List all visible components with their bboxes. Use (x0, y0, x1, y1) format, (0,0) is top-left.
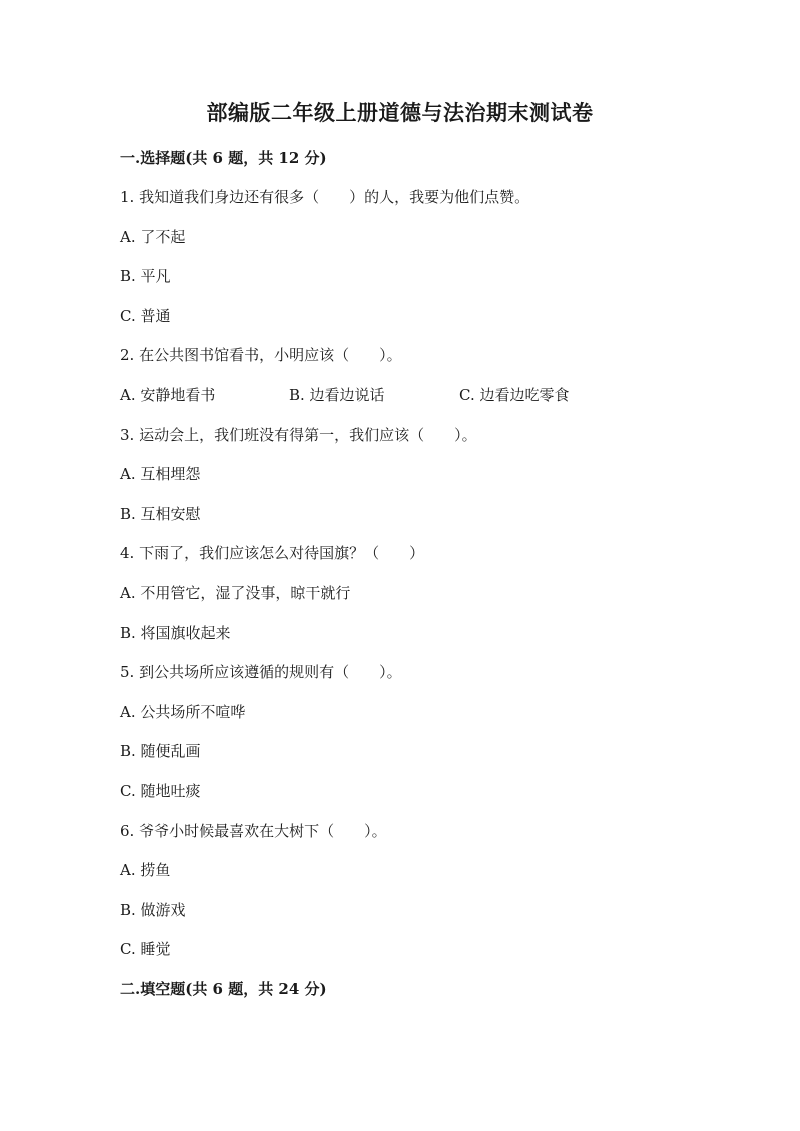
section-heading-choice: 一.选择题(共 6 题，共 12 分) (120, 149, 327, 167)
question-6-option-a: A. 捞鱼 (120, 861, 171, 879)
question-1-option-c: C. 普通 (120, 307, 171, 325)
question-5-option-b: B. 随便乱画 (120, 742, 201, 760)
question-5-stem: 5. 到公共场所应该遵循的规则有（ ）。 (120, 663, 402, 681)
question-3-option-b: B. 互相安慰 (120, 505, 201, 523)
question-2-option-b: B. 边看边说话 (289, 386, 385, 404)
question-2-stem: 2. 在公共图书馆看书，小明应该（ ）。 (120, 346, 402, 364)
question-3-option-a: A. 互相埋怨 (120, 465, 201, 483)
question-4-option-a: A. 不用管它，湿了没事，晾干就行 (120, 584, 351, 602)
question-2-option-c: C. 边看边吃零食 (459, 386, 570, 404)
question-1-option-a: A. 了不起 (120, 228, 186, 246)
question-3-stem: 3. 运动会上，我们班没有得第一，我们应该（ ）。 (120, 426, 477, 444)
question-4-option-b: B. 将国旗收起来 (120, 624, 231, 642)
question-5-option-c: C. 随地吐痰 (120, 782, 201, 800)
section-heading-fill-blank: 二.填空题(共 6 题，共 24 分) (120, 980, 327, 998)
question-6-option-b: B. 做游戏 (120, 901, 186, 919)
question-2-option-a: A. 安静地看书 (120, 386, 216, 404)
question-4-stem: 4. 下雨了，我们应该怎么对待国旗？（ ） (120, 544, 425, 562)
question-6-stem: 6. 爷爷小时候最喜欢在大树下（ ）。 (120, 822, 387, 840)
question-1-stem: 1. 我知道我们身边还有很多（ ）的人，我要为他们点赞。 (120, 188, 530, 206)
question-6-option-c: C. 睡觉 (120, 940, 171, 958)
page-title: 部编版二年级上册道德与法治期末测试卷 (206, 100, 594, 125)
question-5-option-a: A. 公共场所不喧哗 (120, 703, 246, 721)
question-1-option-b: B. 平凡 (120, 267, 171, 285)
